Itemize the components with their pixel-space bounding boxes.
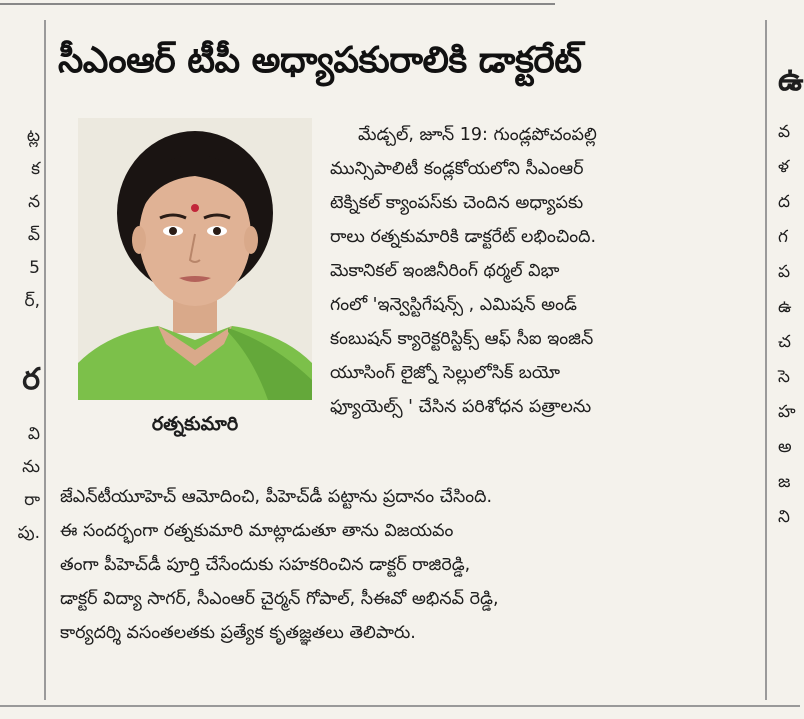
left-fragment: ను (22, 457, 40, 477)
left-fragment: న (28, 192, 40, 212)
right-fragment: ప (778, 262, 791, 282)
left-fragment: ట్ల (26, 126, 40, 146)
article-line: టెక్నికల్ క్యాంపస్‌కు చెందిన అధ్యాపకు (330, 193, 584, 213)
right-fragment: అ (778, 437, 792, 457)
right-fragment: చ (778, 332, 791, 352)
right-fragment: ఉ (778, 297, 792, 317)
article-line: మేడ్చల్, జూన్ 19: గుండ్లపోచంపల్లి (358, 125, 597, 145)
article-body-narrow (330, 118, 750, 424)
article-headline: సీఎంఆర్ టీపీ అధ్యాపకురాలికి డాక్టరేట్ (58, 40, 582, 81)
photo-caption: రత్నకుమారి (151, 413, 239, 435)
right-fragment: జ (778, 472, 791, 492)
portrait-photo (78, 118, 312, 400)
article-line: యూసింగ్ లైజ్నో సెల్లులోసిక్ బయో (330, 363, 560, 383)
left-fragment: వ్ (27, 225, 40, 245)
right-column-fragments (778, 55, 804, 535)
right-fragment: ద (778, 192, 791, 212)
left-fragment: వి (27, 424, 40, 444)
portrait-illustration (78, 118, 312, 400)
left-fragment: పు. (17, 523, 40, 543)
article-line: గంలో 'ఇన్వెస్టిగేషన్స్ , ఎమిషన్ అండ్ (330, 295, 577, 315)
article-line: మున్సిపాలిటీ కండ్లకోయలోని సీఎంఆర్ (330, 159, 584, 179)
right-fragment: వ (778, 122, 791, 142)
article-line: జేఎన్‌టీయూహెచ్ ఆమోదించి, పీహెచ్‌డీ పట్టాను ప్రదానం చేసింది. (60, 487, 493, 507)
right-fragment: ని (778, 507, 790, 527)
left-fragment: రా (24, 490, 40, 510)
article-line: ఫ్యూయెల్స్ ' చేసిన పరిశోధన పత్రాలను (330, 397, 592, 417)
article-line: మెకానికల్ ఇంజినీరింగ్ థర్మల్ విభా (330, 261, 560, 281)
article-line: రాలు రత్నకుమారికి డాక్టరేట్ లభించింది. (330, 227, 597, 247)
right-fragment-heading: ఉ (778, 60, 804, 98)
article-body-wide (60, 480, 755, 650)
article-line: డాక్టర్ విద్యా సాగర్, సీఎంఆర్ చైర్మన్ గోపాల్, సీఈవో అభినవ్ రెడ్డి, (60, 589, 499, 609)
left-column-fragments (0, 120, 40, 550)
left-fragment: ర్, (24, 291, 40, 311)
right-fragment: గ (778, 227, 788, 247)
article-line: కంబుషన్ క్యారెక్టరిస్టిక్స్ ఆఫ్ సీఐ ఇంజిన్ (330, 329, 594, 349)
left-fragment: 5 (29, 258, 40, 278)
bottom-rule (0, 705, 800, 707)
left-fragment: క (31, 159, 40, 179)
column-rule-left (44, 20, 46, 700)
left-fragment-heading: ర (22, 362, 40, 397)
right-fragment: హ (778, 402, 796, 422)
article-line: కార్యదర్శి వసంతలతకు ప్రత్యేక కృతజ్ఞతలు తెలిపారు. (60, 623, 416, 643)
article-line: తంగా పీహెచ్‌డీ పూర్తి చేసేందుకు సహకరించిన డాక్టర్ రాజిరెడ్డి, (60, 555, 471, 575)
column-rule-right (765, 20, 767, 700)
article-line: ఈ సందర్భంగా రత్నకుమారి మాట్లాడుతూ తాను విజయవం (60, 521, 454, 541)
top-rule (0, 3, 555, 5)
right-fragment: ళ (778, 157, 789, 177)
right-fragment: సె (778, 367, 790, 387)
